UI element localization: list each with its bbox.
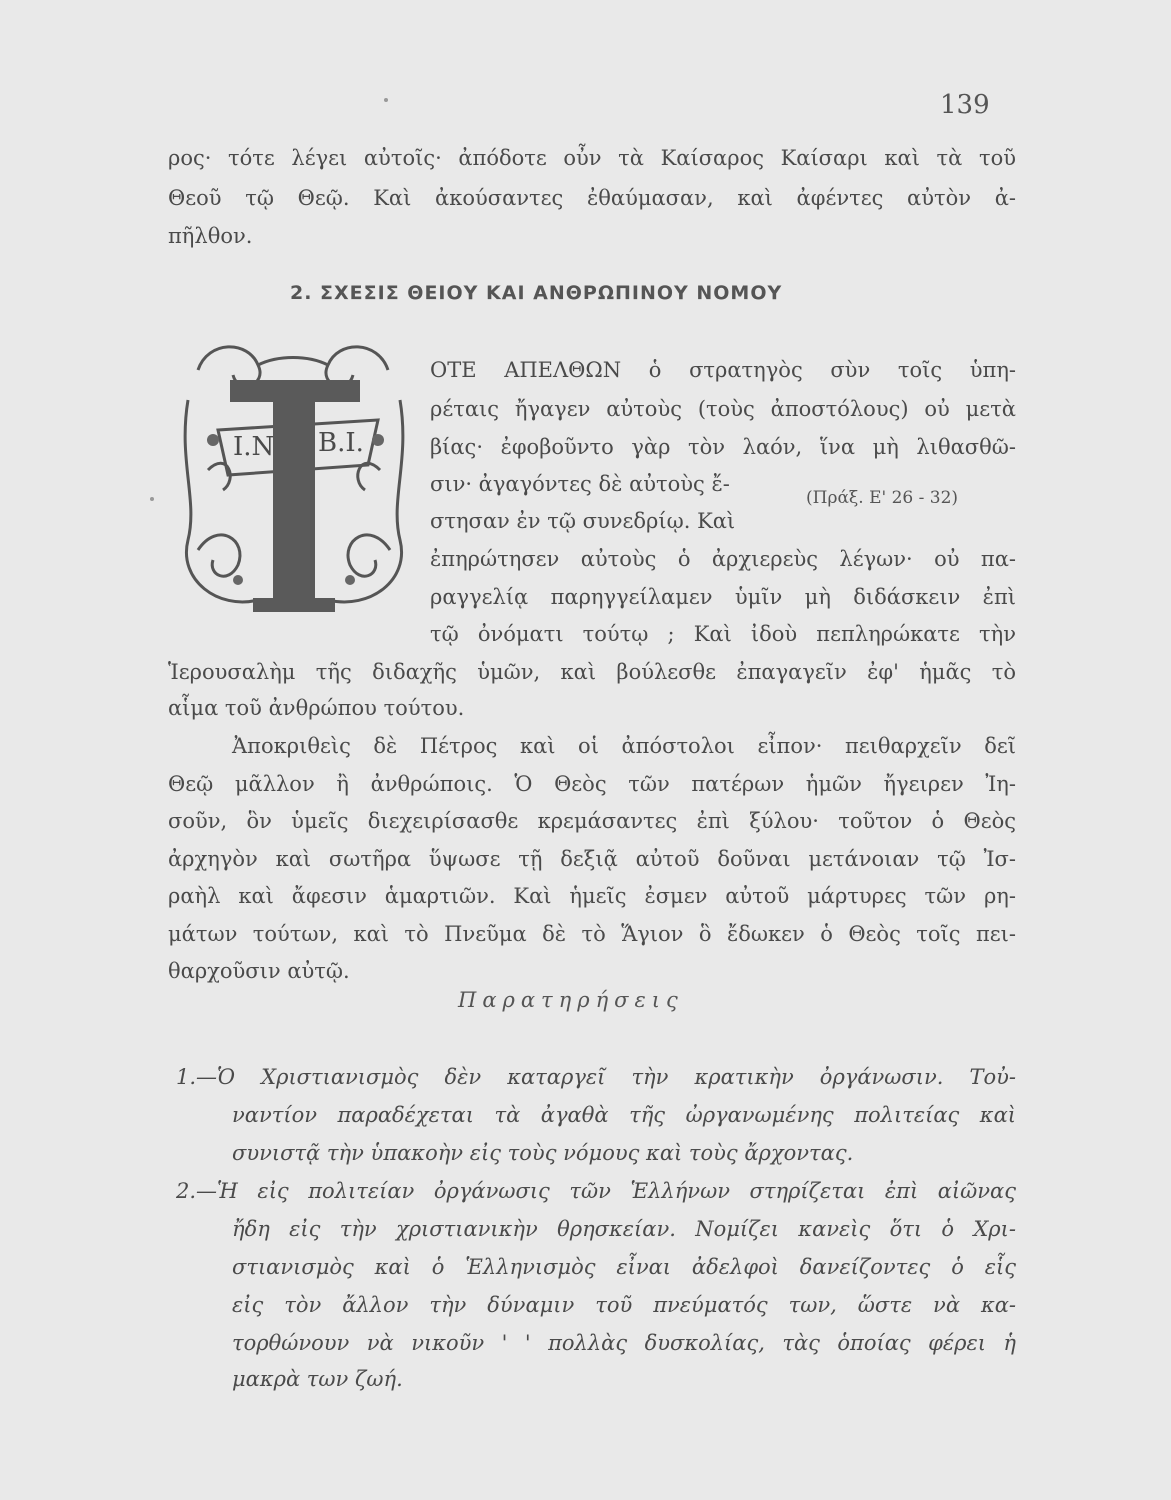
banner-left-text: I.N (233, 432, 275, 462)
speck (150, 497, 154, 501)
note-line: συνιστᾷ τὴν ὑπακοὴν εἰς τοὺς νόμους καὶ τοὺς ἄρχοντας. (232, 1141, 854, 1165)
section-heading: 2. ΣΧΕΣΙΣ ΘΕΙΟΥ ΚΑΙ ΑΝΘΡΩΠΙΝΟΥ ΝΟΜΟΥ (290, 282, 783, 304)
ornament-icon (178, 340, 410, 622)
note-line: στιανισμὸς καὶ ὁ Ἑλληνισμὸς εἶναι ἀδελφοὶ δανείζοντες ὁ εἷς (232, 1255, 1016, 1279)
drop-line: ρέταις ἤγαγεν αὐτοὺς (τοὺς ἀποστόλους) οὐ μετὰ (430, 397, 1016, 421)
body-line: ραὴλ καὶ ἄφεσιν ἁμαρτιῶν. Καὶ ἡμεῖς ἐσμεν αὐτοῦ μάρτυρες τῶν ρη- (168, 884, 1016, 908)
banner-right-text: B.I. (318, 428, 364, 458)
speck (384, 98, 388, 102)
drop-line: τῷ ὀνόματι τούτῳ ; Καὶ ἰδοὺ πεπληρώκατε τὴν (430, 622, 1016, 646)
intro-line: ρος· τότε λέγει αὐτοῖς· ἀπόδοτε οὖν τὰ Καίσαρος Καίσαρι καὶ τὰ τοῦ (168, 146, 1016, 170)
note-line: ναντίον παραδέχεται τὰ ἀγαθὰ τῆς ὠργανωμένης πολιτείας καὶ (232, 1103, 1016, 1127)
decorated-initial (178, 340, 410, 622)
body-line: σοῦν, ὃν ὑμεῖς διεχειρίσασθε κρεμάσαντες ἐπὶ ξύλου· τοῦτον ὁ Θεὸς (168, 809, 1016, 833)
drop-line: σιν· ἀγαγόντες δὲ αὐτοὺς ἔ- (430, 472, 730, 496)
note-line: ἤδη εἰς τὴν χριστιανικὴν θρησκείαν. Νομίζει κανεὶς ὅτι ὁ Χρι- (232, 1217, 1016, 1241)
body-line: θαρχοῦσιν αὐτῷ. (168, 959, 350, 983)
intro-line: Θεοῦ τῷ Θεῷ. Καὶ ἀκούσαντες ἐθαύμασαν, καὶ ἀφέντες αὐτὸν ἀ- (168, 186, 1016, 210)
drop-line: ραγγελίᾳ παρηγγείλαμεν ὑμῖν μὴ διδάσκειν ἐπὶ (430, 585, 1016, 609)
drop-line: βίας· ἐφοβοῦντο γὰρ τὸν λαόν, ἵνα μὴ λιθασθῶ- (430, 435, 1016, 459)
note-line: εἰς τὸν ἄλλον τὴν δύναμιν τοῦ πνεύματός των, ὥστε νὰ κα- (232, 1293, 1016, 1317)
body-line: Ἀποκριθεὶς δὲ Πέτρος καὶ οἱ ἀπόστολοι εἶπον· πειθαρχεῖν δεῖ (232, 734, 1016, 758)
body-line: Ἱερουσαλὴμ τῆς διδαχῆς ὑμῶν, καὶ βούλεσθε ἐπαγαγεῖν ἐφ' ἡμᾶς τὸ (168, 660, 1016, 684)
note-line: 1.—Ὁ Χριστιανισμὸς δὲν καταργεῖ τὴν κρατικὴν ὀργάνωσιν. Τοὐ- (176, 1065, 1016, 1089)
note-line: μακρὰ των ζωή. (232, 1367, 403, 1391)
drop-line: στησαν ἐν τῷ συνεδρίῳ. Καὶ (430, 509, 736, 533)
body-line: αἷμα τοῦ ἀνθρώπου τούτου. (168, 696, 465, 720)
body-line: μάτων τούτων, καὶ τὸ Πνεῦμα δὲ τὸ Ἅγιον ὃ ἔδωκεν ὁ Θεὸς τοῖς πει- (168, 922, 1016, 946)
page-number: 139 (940, 90, 990, 120)
drop-line: ἐπηρώτησεν αὐτοὺς ὁ ἀρχιερεὺς λέγων· οὐ πα- (430, 547, 1016, 571)
scripture-reference: (Πράξ. Ε' 26 - 32) (806, 488, 959, 508)
intro-line: πῆλθον. (168, 224, 253, 248)
body-line: ἀρχηγὸν καὶ σωτῆρα ὕψωσε τῇ δεξιᾷ αὐτοῦ δοῦναι μετάνοιαν τῷ Ἰσ- (168, 847, 1016, 871)
note-line: τορθώνουν νὰ νικοῦν ' ' πολλὰς δυσκολίας, τὰς ὁποίας φέρει ἡ (232, 1331, 1016, 1355)
drop-line: ΟΤΕ ΑΠΕΛΘΩΝ ὁ στρατηγὸς σὺν τοῖς ὑπη- (430, 358, 1016, 382)
note-line: 2.—Ἡ εἰς πολιτείαν ὀργάνωσις τῶν Ἑλλήνων στηρίζεται ἐπὶ αἰῶνας (176, 1179, 1016, 1203)
notes-title: Παρατηρήσεις (458, 988, 684, 1012)
body-line: Θεῷ μᾶλλον ἢ ἀνθρώποις. Ὁ Θεὸς τῶν πατέρων ἡμῶν ἤγειρεν Ἰη- (168, 772, 1016, 796)
